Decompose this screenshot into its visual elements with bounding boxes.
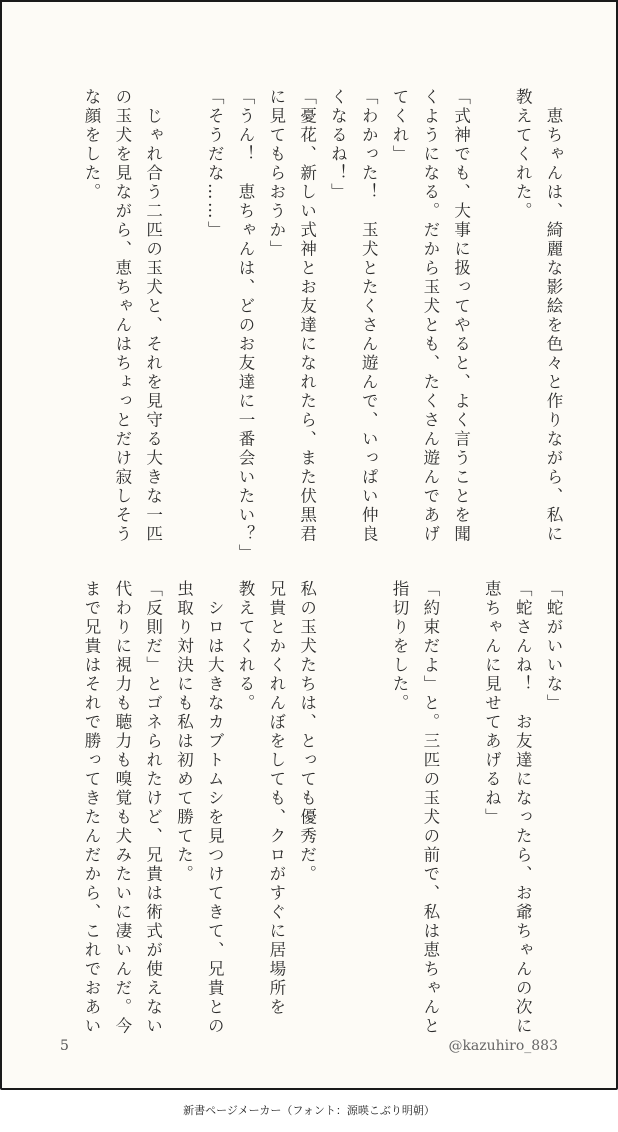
footer-credit: 新書ページメーカー（フォント：源暎こぶり明朝）	[183, 1104, 435, 1117]
author-handle: @kazuhiro_883	[448, 1038, 558, 1054]
body-text-top-block: 恵ちゃんは、綺麗な影絵を色々と作りながら、私に 教えてくれた。 「式神でも、大事に扱ってやると、よく言うことを聞 くようになる。だから玉犬とも、たくさん遊んであげ てくれ」 「わかった！ 玉犬とたくさん遊んで、いっぱい仲良 くなるね！」 「憂花、新しい式神とお友達になれたら、また伏黒君 に見てもらおうか」 「うん！ 恵ちゃんは、どのお友達に一番会いたい？」 「そうだな……」 じゃれ合う二匹の玉犬と、それを見守る大きな一匹 の玉犬を見ながら、恵ちゃんはちょっとだけ寂しそう な顔をした。	[82, 88, 563, 563]
page-number: 5	[60, 1038, 69, 1054]
body-text-bottom-block: 「蛇がいいな」 「蛇さんね！ お友達になったら、お爺ちゃんの次に 恵ちゃんに見せてあげるね」 「約束だよ」と。三匹の玉犬の前で、私は恵ちゃんと 指切りをした。 私の玉犬たちは、とっても優秀だ。 兄貴とかくれんぼをしても、クロがすぐに居場所を 教えてくれる。 シロは大きなカブトムシを見つけてきて、兄貴との 虫取り対決にも私は初めて勝てた。 「反則だ」とゴネられたけど、兄貴は術式が使えない 代わりに視力も聴力も嗅覚も犬みたいに凄いんだ。今 まで兄貴はそれで勝ってきたんだから、これでおあい	[82, 580, 563, 1036]
